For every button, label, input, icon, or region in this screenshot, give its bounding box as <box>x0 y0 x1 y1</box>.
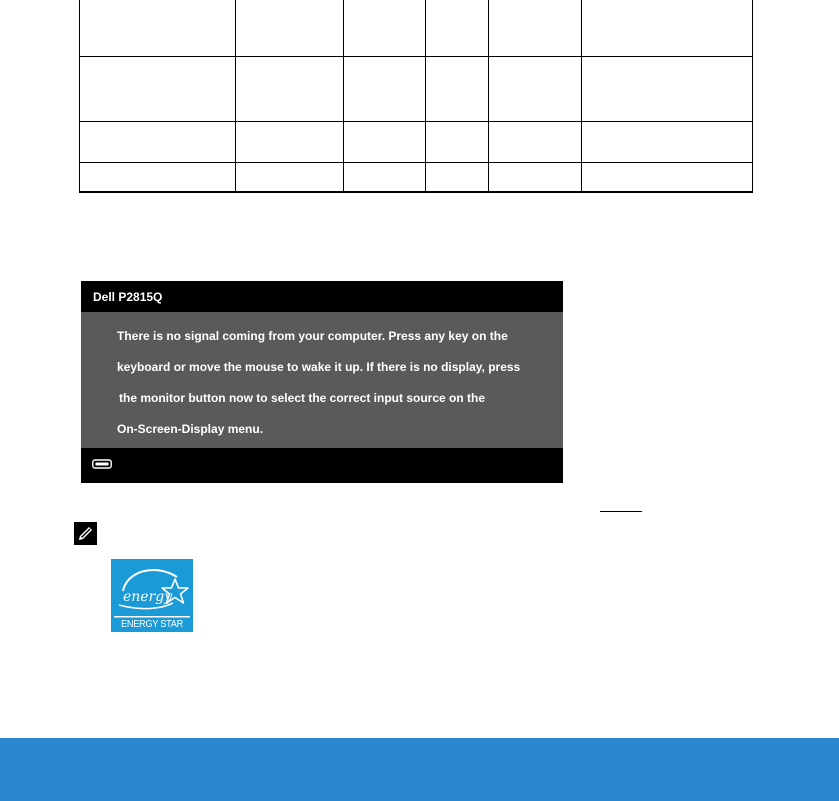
table-cell <box>344 163 426 193</box>
osd-footer-bar <box>81 448 563 483</box>
table-cell <box>426 122 489 163</box>
osd-title: Dell P2815Q <box>93 290 163 304</box>
table-cell <box>80 57 236 122</box>
table-cell <box>344 57 426 122</box>
table-cell <box>489 57 582 122</box>
table-cell <box>582 57 753 122</box>
osd-no-signal-dialog <box>81 281 563 483</box>
table-cell <box>80 163 236 193</box>
table-cell <box>426 0 489 57</box>
table-cell <box>426 163 489 193</box>
table-cell <box>344 0 426 57</box>
table-row <box>80 0 753 57</box>
power-management-table <box>79 0 753 193</box>
link-underline <box>600 511 642 512</box>
osd-title-bar <box>81 281 563 312</box>
energy-star-script: energy <box>123 589 173 605</box>
table-cell <box>236 57 344 122</box>
table-cell <box>582 122 753 163</box>
table-cell <box>236 163 344 193</box>
table-cell <box>80 122 236 163</box>
table-cell <box>489 122 582 163</box>
osd-message-line: keyboard or move the mouse to wake it up. If there is no display, press <box>117 360 521 374</box>
energy-star-label: ENERGY STAR <box>120 619 184 630</box>
table-row <box>80 122 753 163</box>
table-cell <box>236 122 344 163</box>
osd-message-line: On-Screen-Display menu. <box>117 422 264 436</box>
table-cell <box>489 163 582 193</box>
table-cell <box>582 0 753 57</box>
table-cell <box>344 122 426 163</box>
table-cell <box>236 0 344 57</box>
osd-message-line: the monitor button now to select the correct input source on the <box>119 391 486 405</box>
table-cell <box>582 163 753 193</box>
table-row <box>80 57 753 122</box>
energy-star-logo <box>111 559 193 632</box>
osd-message-line: There is no signal coming from your computer. Press any key on the <box>117 329 508 343</box>
note-pencil-icon <box>74 522 97 545</box>
table-row <box>80 163 753 193</box>
table-cell <box>426 57 489 122</box>
table-cell <box>80 0 236 57</box>
table-cell <box>489 0 582 57</box>
osd-message <box>81 312 563 448</box>
footer-bar <box>0 738 839 801</box>
input-source-icon <box>92 459 112 469</box>
